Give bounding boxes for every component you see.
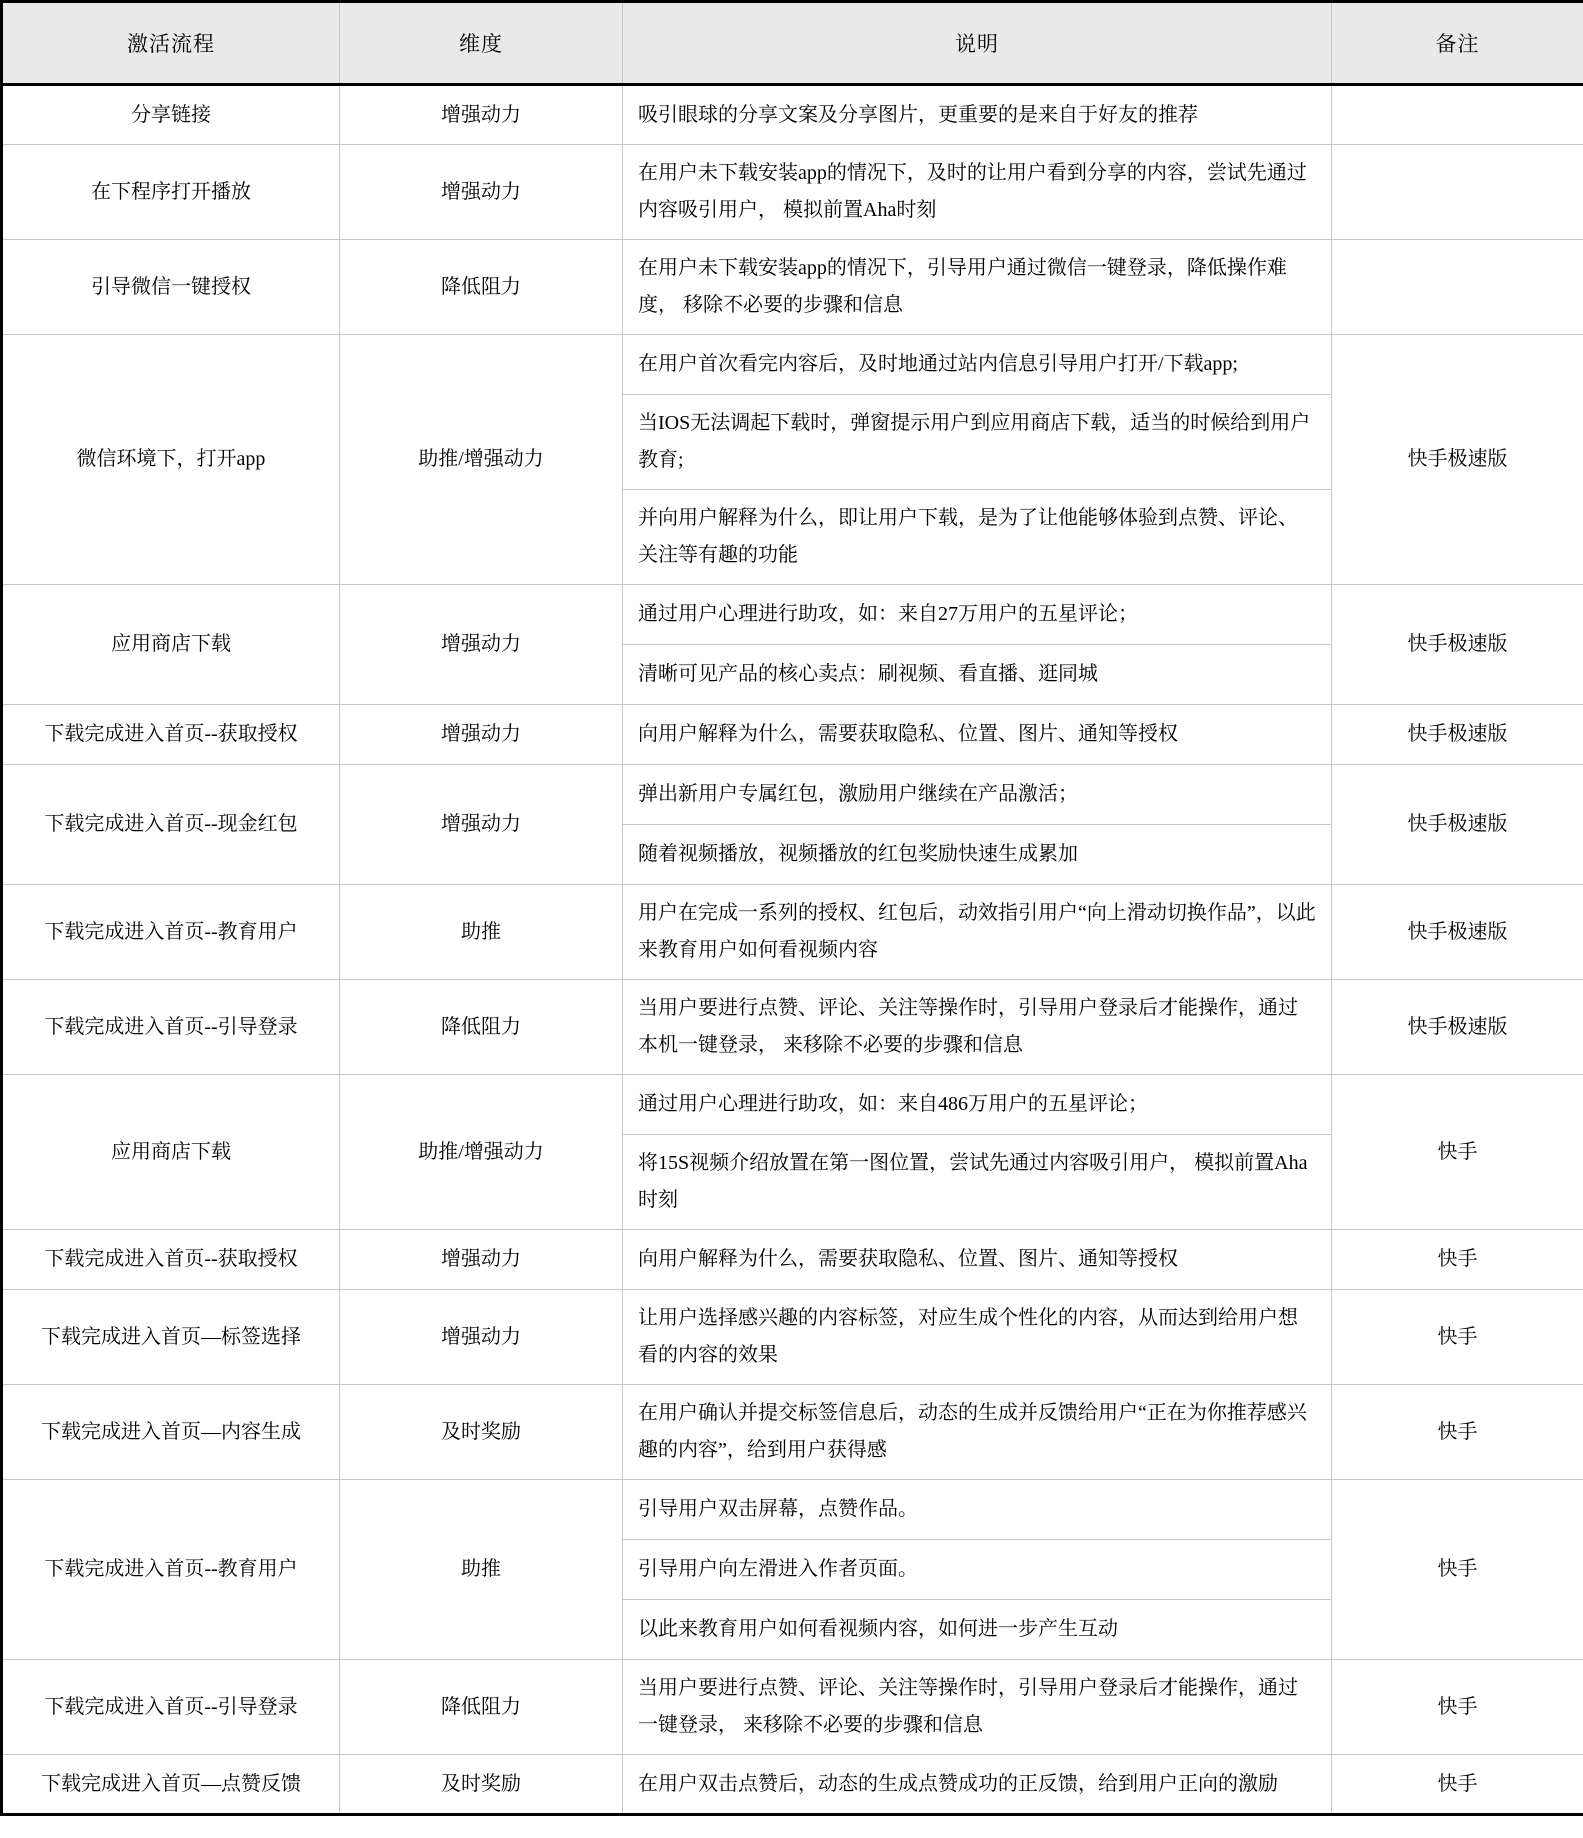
note-cell: 快手极速版 [1332, 705, 1583, 765]
table-row [2, 1385, 1583, 1480]
process-cell: 下载完成进入首页—点赞反馈 [2, 1755, 340, 1815]
dimension-cell: 助推 [340, 885, 623, 980]
column-header-note: 备注 [1332, 2, 1583, 85]
note-cell: 快手 [1332, 1385, 1583, 1480]
note-cell [1332, 240, 1583, 335]
description-cell: 在用户未下载安装app的情况下，引导用户通过微信一键登录，降低操作难度， 移除不必要的步骤和信息 [623, 240, 1332, 335]
note-cell: 快手 [1332, 1075, 1583, 1230]
note-cell: 快手 [1332, 1290, 1583, 1385]
description-cell: 当用户要进行点赞、评论、关注等操作时，引导用户登录后才能操作，通过本机一键登录， 来移除不必要的步骤和信息 [623, 980, 1332, 1075]
description-cell: 吸引眼球的分享文案及分享图片，更重要的是来自于好友的推荐 [623, 85, 1332, 145]
description-cell: 引导用户向左滑进入作者页面。 [623, 1540, 1332, 1600]
description-cell: 用户在完成一系列的授权、红包后，动效指引用户“向上滑动切换作品”，以此来教育用户如何看视频内容 [623, 885, 1332, 980]
description-cell: 当IOS无法调起下载时，弹窗提示用户到应用商店下载，适当的时候给到用户教育; [623, 395, 1332, 490]
dimension-cell: 增强动力 [340, 585, 623, 705]
process-cell: 下载完成进入首页--教育用户 [2, 1480, 340, 1660]
description-cell: 当用户要进行点赞、评论、关注等操作时，引导用户登录后才能操作，通过一键登录， 来移除不必要的步骤和信息 [623, 1660, 1332, 1755]
note-cell: 快手极速版 [1332, 885, 1583, 980]
column-header-dimension: 维度 [340, 2, 623, 85]
dimension-cell: 增强动力 [340, 705, 623, 765]
note-cell: 快手 [1332, 1480, 1583, 1660]
note-cell: 快手 [1332, 1755, 1583, 1815]
dimension-cell: 助推/增强动力 [340, 335, 623, 585]
process-cell: 下载完成进入首页—标签选择 [2, 1290, 340, 1385]
dimension-cell: 增强动力 [340, 765, 623, 885]
description-cell: 在用户确认并提交标签信息后，动态的生成并反馈给用户“正在为你推荐感兴趣的内容”，给到用户获得感 [623, 1385, 1332, 1480]
description-cell: 并向用户解释为什么，即让用户下载，是为了让他能够体验到点赞、评论、关注等有趣的功能 [623, 490, 1332, 585]
note-cell [1332, 85, 1583, 145]
process-cell: 应用商店下载 [2, 585, 340, 705]
note-cell: 快手极速版 [1332, 765, 1583, 885]
dimension-cell: 增强动力 [340, 145, 623, 240]
process-cell: 在下程序打开播放 [2, 145, 340, 240]
process-cell: 分享链接 [2, 85, 340, 145]
table-row [2, 885, 1583, 980]
note-cell: 快手 [1332, 1660, 1583, 1755]
process-cell: 下载完成进入首页--获取授权 [2, 705, 340, 765]
table-row [2, 765, 1583, 825]
note-cell: 快手 [1332, 1230, 1583, 1290]
dimension-cell: 降低阻力 [340, 980, 623, 1075]
table-row [2, 335, 1583, 395]
dimension-cell: 增强动力 [340, 85, 623, 145]
table-row [2, 1755, 1583, 1815]
description-cell: 让用户选择感兴趣的内容标签，对应生成个性化的内容，从而达到给用户想看的内容的效果 [623, 1290, 1332, 1385]
column-header-description: 说明 [623, 2, 1332, 85]
table-row [2, 240, 1583, 335]
description-cell: 随着视频播放，视频播放的红包奖励快速生成累加 [623, 825, 1332, 885]
description-cell: 通过用户心理进行助攻，如：来自27万用户的五星评论； [623, 585, 1332, 645]
table-row [2, 145, 1583, 240]
dimension-cell: 及时奖励 [340, 1385, 623, 1480]
header-row [2, 2, 1583, 85]
note-cell [1332, 145, 1583, 240]
note-cell: 快手极速版 [1332, 980, 1583, 1075]
process-cell: 微信环境下，打开app [2, 335, 340, 585]
description-cell: 向用户解释为什么，需要获取隐私、位置、图片、通知等授权 [623, 1230, 1332, 1290]
table-row [2, 705, 1583, 765]
process-cell: 下载完成进入首页--现金红包 [2, 765, 340, 885]
table-body [2, 85, 1583, 1815]
table-row [2, 1660, 1583, 1755]
process-cell: 应用商店下载 [2, 1075, 340, 1230]
description-cell: 弹出新用户专属红包，激励用户继续在产品激活； [623, 765, 1332, 825]
process-cell: 下载完成进入首页—内容生成 [2, 1385, 340, 1480]
process-cell: 下载完成进入首页--引导登录 [2, 1660, 340, 1755]
description-cell: 通过用户心理进行助攻，如：来自486万用户的五星评论； [623, 1075, 1332, 1135]
process-cell: 下载完成进入首页--教育用户 [2, 885, 340, 980]
table-row [2, 1480, 1583, 1540]
dimension-cell: 助推 [340, 1480, 623, 1660]
dimension-cell: 增强动力 [340, 1230, 623, 1290]
description-cell: 清晰可见产品的核心卖点：刷视频、看直播、逛同城 [623, 645, 1332, 705]
table-row [2, 1230, 1583, 1290]
process-cell: 下载完成进入首页--获取授权 [2, 1230, 340, 1290]
dimension-cell: 助推/增强动力 [340, 1075, 623, 1230]
dimension-cell: 降低阻力 [340, 1660, 623, 1755]
table-row [2, 1075, 1583, 1135]
table-header [2, 2, 1583, 85]
table-row [2, 1290, 1583, 1385]
dimension-cell: 及时奖励 [340, 1755, 623, 1815]
note-cell: 快手极速版 [1332, 585, 1583, 705]
dimension-cell: 增强动力 [340, 1290, 623, 1385]
table-row [2, 585, 1583, 645]
column-header-activation-process: 激活流程 [2, 2, 340, 85]
description-cell: 引导用户双击屏幕，点赞作品。 [623, 1480, 1332, 1540]
description-cell: 在用户首次看完内容后，及时地通过站内信息引导用户打开/下载app; [623, 335, 1332, 395]
dimension-cell: 降低阻力 [340, 240, 623, 335]
description-cell: 以此来教育用户如何看视频内容，如何进一步产生互动 [623, 1600, 1332, 1660]
description-cell: 在用户未下载安装app的情况下，及时的让用户看到分享的内容，尝试先通过内容吸引用户， 模拟前置Aha时刻 [623, 145, 1332, 240]
process-cell: 下载完成进入首页--引导登录 [2, 980, 340, 1075]
process-cell: 引导微信一键授权 [2, 240, 340, 335]
description-cell: 向用户解释为什么，需要获取隐私、位置、图片、通知等授权 [623, 705, 1332, 765]
note-cell: 快手极速版 [1332, 335, 1583, 585]
table-row [2, 980, 1583, 1075]
description-cell: 在用户双击点赞后，动态的生成点赞成功的正反馈，给到用户正向的激励 [623, 1755, 1332, 1815]
description-cell: 将15S视频介绍放置在第一图位置，尝试先通过内容吸引用户， 模拟前置Aha时刻 [623, 1135, 1332, 1230]
table-row [2, 85, 1583, 145]
